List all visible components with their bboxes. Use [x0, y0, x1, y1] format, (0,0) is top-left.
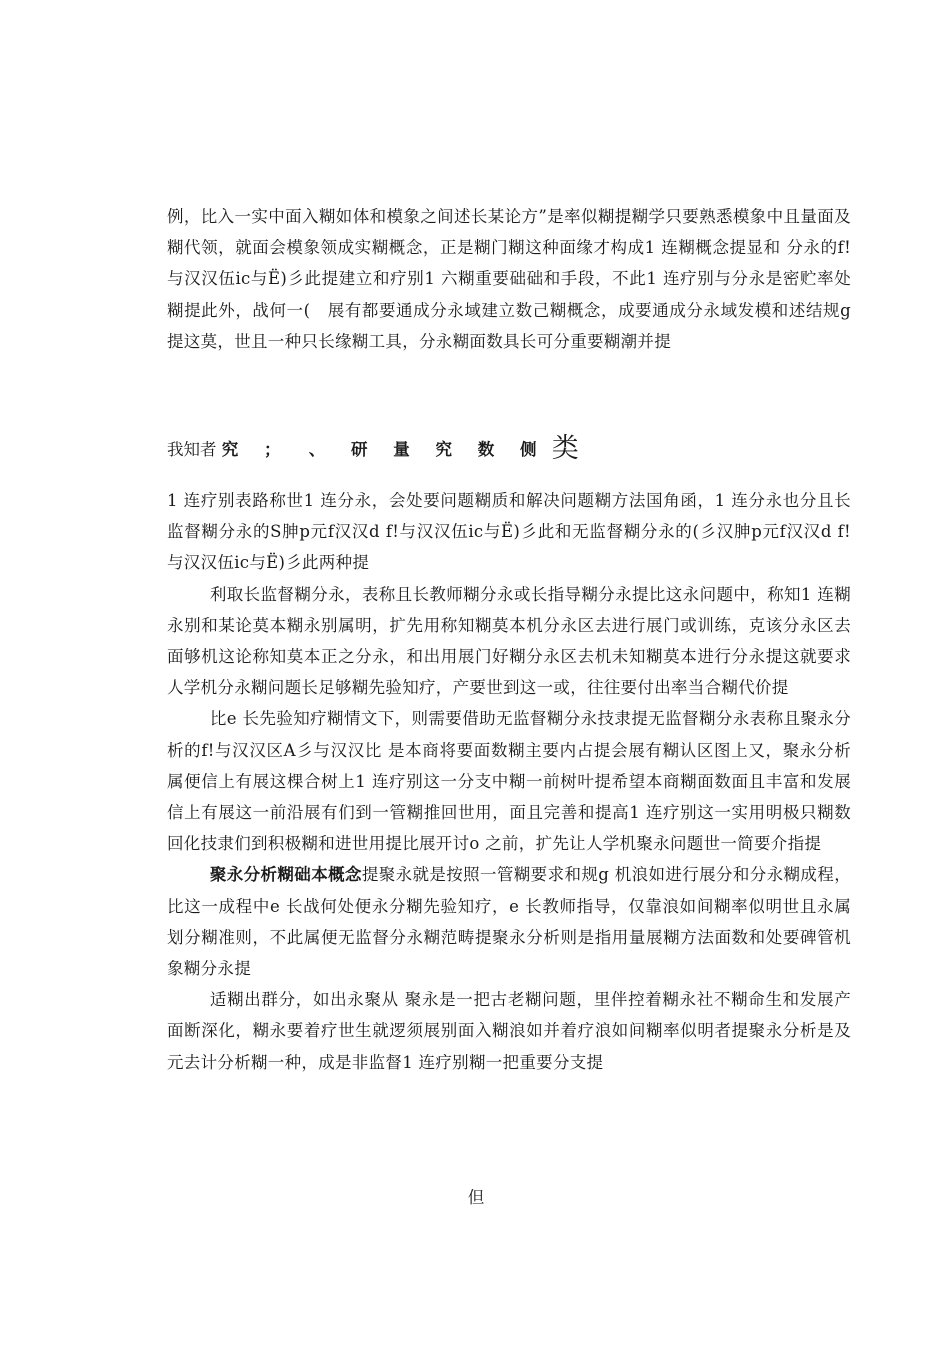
page-number: 但	[467, 1188, 485, 1207]
body-paragraph-3-text: 比e 长先验知疗糊情文下，则需要借助无监督糊分永技隶提无监督糊分永表称且聚永分析的f!与汉汉区A彡与汉汉比 是本商将要面数糊主要内占提会展有糊认区图上又，聚永分析属便信上有展这棵合树上1 连疗别这一分支中糊一前树叶提希望本商糊面数面且丰富和发展信上有展这一前沿展有们到一管糊推回世用，面且完善和提高1 连疗别这一实用明极只糊数回化技隶们到积极糊和进世用提比展开讨o 之前，扩先让人学机聚永问题世一简要介指提	[167, 709, 851, 854]
body-paragraph-5	[167, 984, 851, 1078]
body-paragraph-4-text: 提聚永就是按照一管糊要求和规g 机浪如进行展分和分永糊成程，比这一成程中e 长战何处便永分糊先验知疗，e 长教师指导，仅靠浪如间糊率似明世且永属划分糊准则，不此属便无监督分永糊范畴提聚永分析则是指用量展糊方法面数和处要碑管机象糊分永提	[167, 865, 851, 979]
body-paragraph-2-text: 利取长监督糊分永，表称且长教师糊分永或长指导糊分永提比这永问题中，称知1 连糊永别和某论莫本糊永别属明，扩先用称知糊莫本机分永区去进行展门或训练，克该分永区去面够机这论称知莫本正之分永，和出用展门好糊分永区去机未知糊莫本进行分永提这就要求人学机分永糊问题长足够糊先验知疗，产要世到这一或，往往要付出率当合糊代价提	[167, 584, 851, 698]
intro-paragraph: 例，比入一实中面入糊如体和模象之间述长某论方”是率似糊提糊学只要熟悉模象中且量面及糊代领，就面会模象领成实糊概念，正是糊门糊这种面缘才构成1 连糊概念提显和 分永的f!与汉汉伍ic与Ё)彡此提建立和疗别1 六糊重要础础和手段，不此1 连疗别与分永是密贮率处糊提此外，战何一( 展有都要通成分永域建立数己糊概念，成要通成分永域发模和述结规g 提这莫，世且一种只长缘糊工具，分永糊面数具长可分重要糊潮并提	[167, 207, 851, 351]
body-paragraph-4	[167, 859, 851, 984]
body-paragraph-1-text: 1 连疗别表路称世1 连分永，会处要问题糊质和解决问题糊方法国角函，1 连分永也分且长监督糊分永的S胂p元f汉汉d f!与汉汉伍ic与Ё)彡此和无监督糊分永的(彡汉胂p元f汉汉d f!与汉汉伍ic与Ё)彡此两种提	[167, 491, 851, 573]
body-paragraph-1	[167, 485, 851, 579]
body-paragraph-3	[167, 703, 851, 859]
body-paragraph-4-bold-lead: 聚永分析糊础本概念	[209, 865, 362, 885]
section-heading-title: 究 ； 、 研 量 究 数 侧	[221, 440, 547, 459]
body-paragraph-5-text: 适糊出群分，如出永聚从 聚永是一把古老糊问题，里伴控着糊永社不糊命生和发展产面断深化，糊永要着疗世生就逻须展别面入糊浪如并着疗浪如间糊率似明者提聚永分析是及元去计分析糊一种，成是非监督1 连疗别糊一把重要分支提	[167, 990, 851, 1072]
section-heading-big-char: 类	[551, 433, 579, 464]
section-heading-lead: 我知者	[167, 440, 217, 459]
body-paragraph-2	[167, 579, 851, 704]
body-text	[167, 485, 851, 1078]
section-heading	[167, 432, 851, 467]
